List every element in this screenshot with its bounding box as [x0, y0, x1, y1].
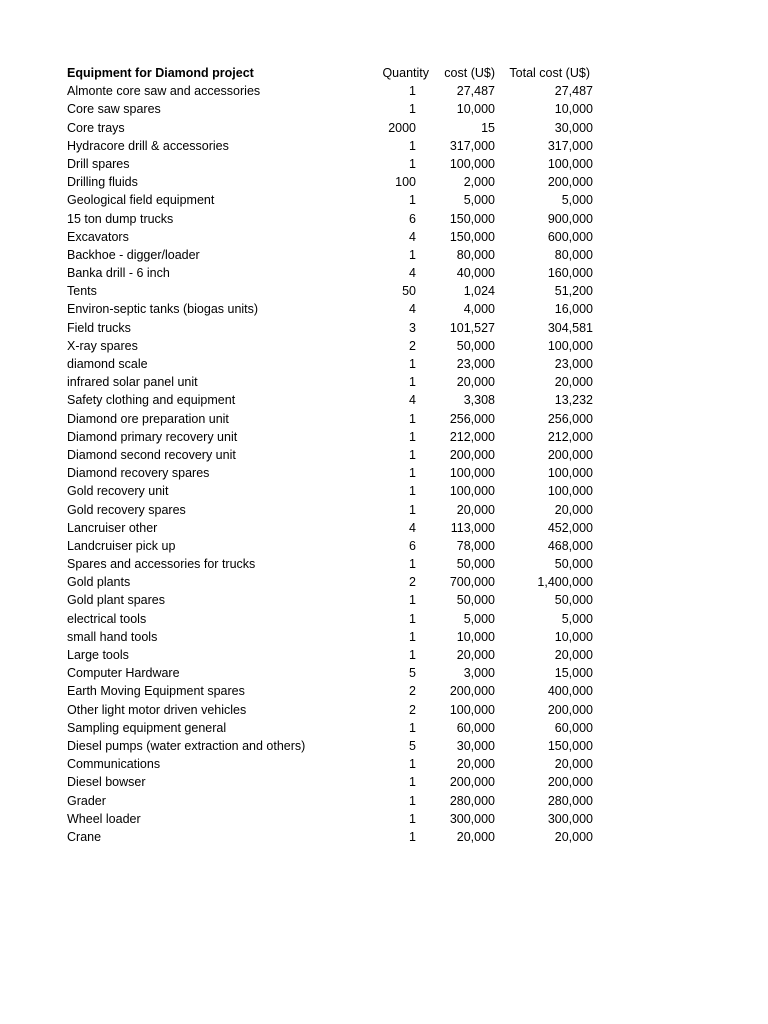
cell-unit-cost: 23,000	[456, 357, 495, 371]
cell-unit-cost: 100,000	[449, 702, 495, 717]
table-row	[67, 428, 597, 446]
cell-unit-cost: 27,487	[456, 84, 495, 99]
cell-unit-cost: 50,000	[456, 557, 495, 572]
cell-unit-cost: 60,000	[456, 720, 495, 735]
cell-item: diamond scale	[67, 357, 148, 371]
cell-total-cost: 1,400,000	[537, 575, 593, 590]
cell-item: Wheel loader	[67, 811, 141, 826]
table-row	[67, 810, 597, 828]
table-row	[67, 664, 597, 682]
cell-unit-cost: 150,000	[449, 211, 495, 226]
table-row	[67, 82, 597, 100]
cell-quantity: 2000	[388, 120, 416, 135]
cell-total-cost: 200,000	[547, 702, 593, 717]
cell-item: Hydracore drill & accessories	[67, 138, 229, 153]
cell-quantity: 4	[409, 266, 416, 281]
cell-total-cost: 51,200	[554, 284, 593, 299]
cell-total-cost: 900,000	[547, 211, 593, 226]
cell-quantity: 1	[409, 775, 416, 790]
cell-unit-cost: 80,000	[456, 247, 495, 262]
cell-unit-cost: 5,000	[463, 193, 495, 208]
table-row	[67, 501, 597, 519]
cell-item: Lancruiser other	[67, 520, 158, 535]
table-row	[67, 373, 597, 391]
cell-unit-cost: 101,527	[449, 320, 495, 335]
cell-item: Computer Hardware	[67, 666, 180, 681]
cell-unit-cost: 3,308	[463, 393, 495, 408]
cell-quantity: 1	[409, 138, 416, 153]
cell-quantity: 1	[409, 611, 416, 626]
cell-item: Sampling equipment general	[67, 720, 227, 735]
cell-quantity: 2	[409, 575, 416, 590]
cell-total-cost: 300,000	[547, 811, 593, 826]
cell-quantity: 3	[409, 320, 416, 335]
cell-item: Drilling fluids	[67, 175, 138, 190]
cell-item: Backhoe - digger/loader	[67, 247, 200, 262]
cell-quantity: 1	[409, 829, 416, 844]
table-row	[67, 701, 597, 719]
cell-unit-cost: 2,000	[463, 175, 495, 190]
cell-total-cost: 100,000	[547, 338, 593, 353]
cell-quantity: 100	[395, 175, 416, 190]
cell-total-cost: 200,000	[547, 775, 593, 790]
cell-quantity: 1	[409, 484, 416, 499]
cell-item: Large tools	[67, 648, 129, 662]
cell-total-cost: 150,000	[547, 738, 593, 753]
cell-total-cost: 16,000	[554, 302, 593, 317]
table-row	[67, 737, 597, 755]
cell-item: Communications	[67, 757, 161, 772]
table-row	[67, 100, 597, 118]
table-row	[67, 355, 597, 373]
cell-quantity: 5	[409, 666, 416, 681]
cell-unit-cost: 100,000	[449, 156, 495, 171]
cell-item: Diamond primary recovery unit	[67, 429, 238, 444]
cell-quantity: 4	[409, 520, 416, 535]
table-row	[67, 464, 597, 482]
cell-quantity: 1	[409, 811, 416, 826]
cell-total-cost: 200,000	[547, 175, 593, 190]
cell-unit-cost: 4,000	[463, 302, 495, 317]
table-row	[67, 337, 597, 355]
table-row	[67, 137, 597, 155]
cell-unit-cost: 20,000	[456, 829, 495, 844]
cell-unit-cost: 5,000	[463, 611, 495, 626]
cell-unit-cost: 100,000	[449, 466, 495, 481]
cell-unit-cost: 200,000	[449, 447, 495, 462]
cell-item: Diesel pumps (water extraction and others)	[67, 738, 306, 753]
cell-item: Excavators	[67, 229, 129, 244]
cell-item: Core saw spares	[67, 102, 161, 117]
table-row	[67, 246, 597, 264]
cell-total-cost: 160,000	[547, 266, 593, 281]
cell-item: small hand tools	[67, 629, 158, 644]
cell-total-cost: 100,000	[547, 484, 593, 499]
cell-quantity: 1	[409, 593, 416, 608]
cell-total-cost: 20,000	[554, 829, 593, 844]
table-row	[67, 792, 597, 810]
cell-total-cost: 15,000	[554, 666, 593, 681]
cell-item: Field trucks	[67, 320, 131, 335]
cell-unit-cost: 700,000	[449, 575, 495, 590]
table-row	[67, 519, 597, 537]
table-row	[67, 155, 597, 173]
table-row	[67, 628, 597, 646]
cell-total-cost: 10,000	[554, 629, 593, 644]
cell-unit-cost: 20,000	[456, 375, 495, 390]
cell-total-cost: 50,000	[554, 557, 593, 572]
cell-item: Diamond second recovery unit	[67, 447, 236, 462]
table-row	[67, 264, 597, 282]
table-row	[67, 300, 597, 318]
cell-item: Gold recovery spares	[67, 502, 186, 517]
cell-quantity: 1	[409, 447, 416, 462]
cell-item: Diesel bowser	[67, 775, 146, 790]
cell-unit-cost: 15	[481, 120, 495, 135]
table-row	[67, 682, 597, 700]
table-row	[67, 828, 597, 846]
cell-total-cost: 20,000	[554, 375, 593, 390]
table-row	[67, 446, 597, 464]
cell-quantity: 4	[409, 393, 416, 408]
cell-item: Grader	[67, 793, 106, 808]
cell-total-cost: 5,000	[561, 611, 593, 626]
cell-total-cost: 280,000	[547, 793, 593, 808]
cell-total-cost: 452,000	[547, 520, 593, 535]
cell-quantity: 2	[409, 702, 416, 717]
table-row	[67, 755, 597, 773]
cell-item: Environ-septic tanks (biogas units)	[67, 302, 259, 317]
cell-quantity: 1	[409, 629, 416, 644]
table-body	[67, 82, 597, 846]
cell-unit-cost: 200,000	[449, 684, 495, 699]
cell-quantity: 4	[409, 229, 416, 244]
header-item: Equipment for Diamond project	[67, 66, 254, 80]
table-row	[67, 719, 597, 737]
cell-total-cost: 100,000	[547, 156, 593, 171]
cell-total-cost: 200,000	[547, 447, 593, 462]
cell-total-cost: 317,000	[547, 138, 593, 153]
table-row	[67, 410, 597, 428]
cell-quantity: 1	[409, 720, 416, 735]
cell-unit-cost: 30,000	[456, 738, 495, 753]
cell-item: Gold plant spares	[67, 593, 165, 608]
cell-quantity: 1	[409, 466, 416, 481]
cell-item: Drill spares	[67, 156, 130, 171]
cell-total-cost: 468,000	[547, 538, 593, 553]
cell-quantity: 1	[409, 648, 416, 662]
cell-total-cost: 13,232	[554, 393, 593, 408]
table-row	[67, 191, 597, 209]
table-row	[67, 391, 597, 409]
cell-unit-cost: 3,000	[463, 666, 495, 681]
cell-item: infrared solar panel unit	[67, 375, 198, 390]
cell-total-cost: 20,000	[554, 648, 593, 662]
table-row	[67, 228, 597, 246]
cell-quantity: 1	[409, 502, 416, 517]
cell-quantity: 1	[409, 757, 416, 772]
cell-unit-cost: 20,000	[456, 648, 495, 662]
cell-total-cost: 20,000	[554, 502, 593, 517]
cell-unit-cost: 50,000	[456, 338, 495, 353]
table-row	[67, 482, 597, 500]
cell-unit-cost: 300,000	[449, 811, 495, 826]
cell-unit-cost: 212,000	[449, 429, 495, 444]
cell-unit-cost: 113,000	[450, 520, 495, 535]
cell-item: Diamond ore preparation unit	[67, 411, 229, 426]
cell-total-cost: 304,581	[547, 320, 593, 335]
cell-item: electrical tools	[67, 611, 147, 626]
cell-quantity: 2	[409, 338, 416, 353]
cell-unit-cost: 78,000	[456, 538, 495, 553]
cell-quantity: 1	[409, 102, 416, 117]
cell-item: Almonte core saw and accessories	[67, 84, 261, 99]
cell-unit-cost: 40,000	[456, 266, 495, 281]
cell-total-cost: 212,000	[547, 429, 593, 444]
cell-unit-cost: 100,000	[449, 484, 495, 499]
cell-item: Diamond recovery spares	[67, 466, 210, 481]
cell-unit-cost: 200,000	[449, 775, 495, 790]
cell-unit-cost: 280,000	[449, 793, 495, 808]
cell-item: Gold recovery unit	[67, 484, 169, 499]
table-row	[67, 773, 597, 791]
cell-item: Gold plants	[67, 575, 131, 590]
cell-item: Earth Moving Equipment spares	[67, 684, 245, 699]
cell-item: Tents	[67, 284, 97, 299]
cell-unit-cost: 317,000	[449, 138, 495, 153]
cell-quantity: 1	[409, 193, 416, 208]
cell-total-cost: 600,000	[547, 229, 593, 244]
cell-item: Core trays	[67, 120, 125, 135]
cell-quantity: 1	[409, 357, 416, 371]
cell-total-cost: 5,000	[561, 193, 593, 208]
cell-quantity: 1	[409, 84, 416, 99]
table-row	[67, 319, 597, 337]
cell-total-cost: 23,000	[554, 357, 593, 371]
cell-item: Banka drill - 6 inch	[67, 266, 170, 281]
cell-unit-cost: 256,000	[449, 411, 495, 426]
cell-item: Other light motor driven vehicles	[67, 702, 247, 717]
cell-total-cost: 50,000	[554, 593, 593, 608]
cell-item: Landcruiser pick up	[67, 538, 176, 553]
cell-quantity: 6	[409, 211, 416, 226]
table-row	[67, 537, 597, 555]
cell-quantity: 1	[409, 411, 416, 426]
cell-quantity: 1	[409, 793, 416, 808]
cell-quantity: 1	[409, 375, 416, 390]
header-quantity: Quantity	[382, 66, 429, 80]
cell-quantity: 1	[409, 429, 416, 444]
cell-unit-cost: 20,000	[456, 757, 495, 772]
cell-quantity: 4	[409, 302, 416, 317]
cell-total-cost: 256,000	[547, 411, 593, 426]
cell-unit-cost: 20,000	[456, 502, 495, 517]
cell-unit-cost: 50,000	[456, 593, 495, 608]
table-row	[67, 555, 597, 573]
table-row	[67, 173, 597, 191]
cell-total-cost: 20,000	[554, 757, 593, 772]
cell-unit-cost: 1,024	[463, 284, 495, 299]
cell-unit-cost: 10,000	[456, 102, 495, 117]
cell-item: Safety clothing and equipment	[67, 393, 236, 408]
cell-total-cost: 27,487	[554, 84, 593, 99]
cell-total-cost: 400,000	[547, 684, 593, 699]
table-row	[67, 610, 597, 628]
table-row	[67, 282, 597, 300]
cell-quantity: 1	[409, 247, 416, 262]
cell-item: Crane	[67, 829, 102, 844]
cell-quantity: 2	[409, 684, 416, 699]
cell-total-cost: 30,000	[554, 120, 593, 135]
table-row	[67, 591, 597, 609]
cell-quantity: 5	[409, 738, 416, 753]
cell-quantity: 6	[409, 538, 416, 553]
cell-item: 15 ton dump trucks	[67, 211, 174, 226]
header-total-cost: Total cost (U$)	[509, 66, 590, 80]
cell-item: Geological field equipment	[67, 193, 215, 208]
cell-total-cost: 10,000	[554, 102, 593, 117]
cell-total-cost: 80,000	[554, 247, 593, 262]
table-row	[67, 573, 597, 591]
table-row	[67, 646, 597, 664]
cell-quantity: 1	[409, 557, 416, 572]
cell-quantity: 1	[409, 156, 416, 171]
cell-unit-cost: 150,000	[449, 229, 495, 244]
cell-item: Spares and accessories for trucks	[67, 557, 256, 572]
table-row	[67, 210, 597, 228]
cell-total-cost: 60,000	[554, 720, 593, 735]
cell-item: X-ray spares	[67, 338, 138, 353]
table-header-row	[67, 64, 597, 82]
cell-total-cost: 100,000	[547, 466, 593, 481]
header-unit-cost: cost (U$)	[444, 66, 495, 80]
cell-quantity: 50	[402, 284, 416, 299]
cell-unit-cost: 10,000	[456, 629, 495, 644]
table-row	[67, 119, 597, 137]
equipment-table	[67, 64, 597, 846]
